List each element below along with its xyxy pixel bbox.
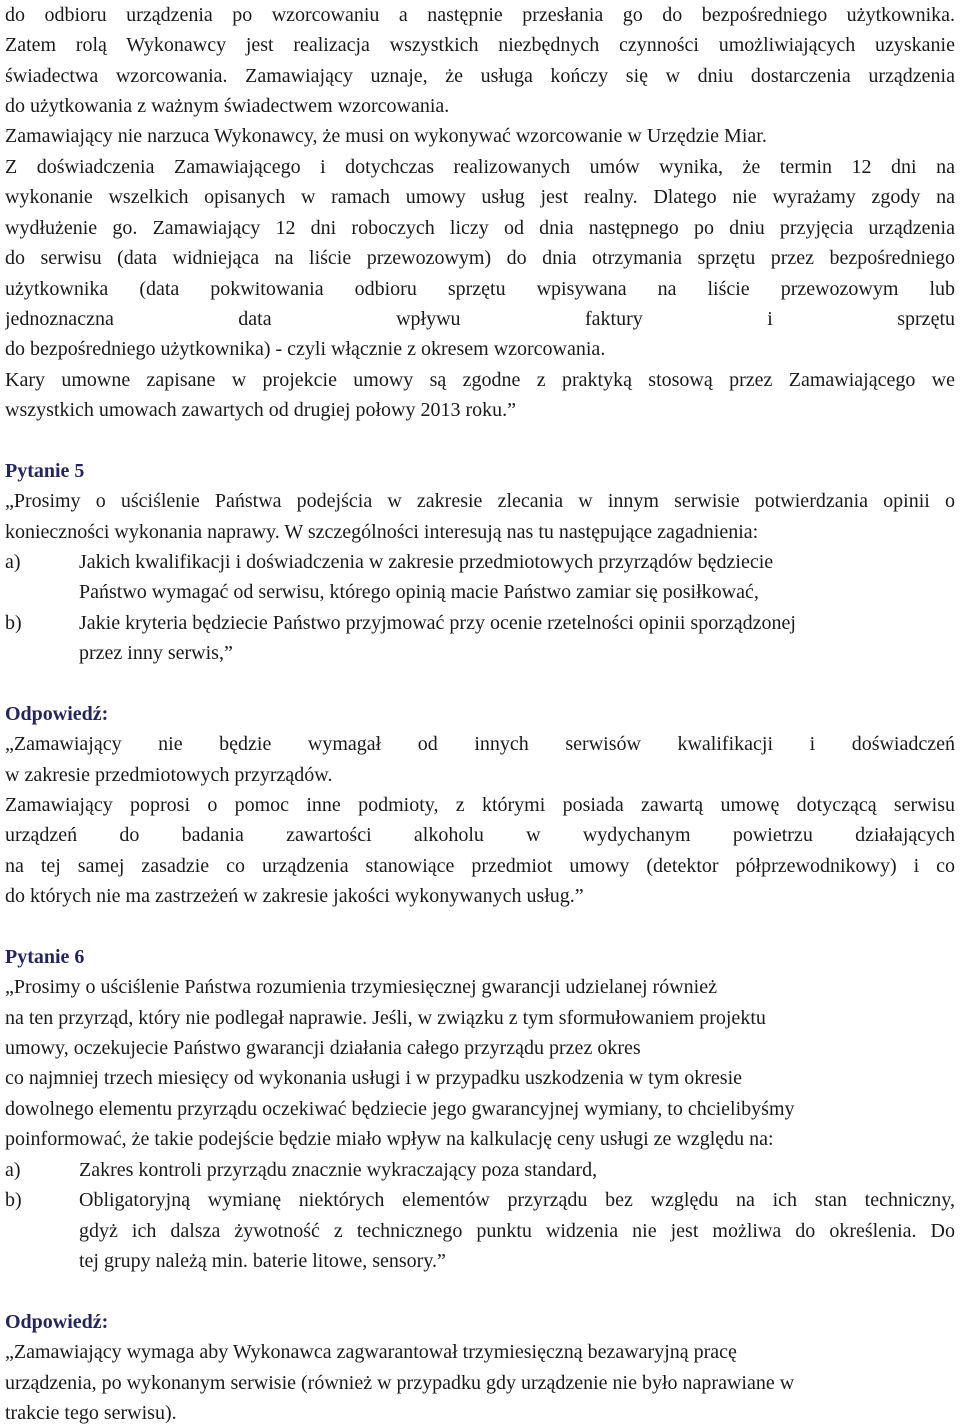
paragraph-line: na tej samej zasadzie co urządzenia stanowiące przedmiot umowy (detektor półprzewodnikowy) i co	[5, 855, 955, 877]
paragraph-line: jednoznaczna data wpływu faktury i sprzętu	[5, 308, 955, 330]
list-item-line: Jakie kryteria będziecie Państwo przyjmować przy ocenie rzetelności opinii sporządzonej	[79, 612, 796, 634]
paragraph-line: „Zamawiający nie będzie wymagał od innych serwisów kwalifikacji i doświadczeń	[5, 733, 955, 755]
paragraph-line: „Prosimy o uściślenie Państwa podejścia w zakresie zlecania w innym serwisie potwierdzania opinii o	[5, 490, 955, 512]
paragraph-line: „Prosimy o uściślenie Państwa rozumienia trzymiesięcznej gwarancji udzielanej również	[5, 976, 717, 998]
list-item-line: gdyż ich dalsza żywotność z technicznego punktu widzenia nie jest możliwa do określenia. Do	[79, 1220, 955, 1242]
paragraph-line: „Zamawiający wymaga aby Wykonawca zagwarantował trzymiesięczną bezawaryjną pracę	[5, 1341, 737, 1363]
list-item-line: tej grupy należą min. baterie litowe, sensory.”	[79, 1250, 446, 1272]
paragraph-line: Zatem rolą Wykonawcy jest realizacja wszystkich niezbędnych czynności umożliwiających uzyskanie	[5, 34, 955, 56]
list-item-line: Państwo wymagać od serwisu, którego opinią macie Państwo zamiar się posiłkować,	[79, 581, 759, 603]
paragraph-line: do których nie ma zastrzeżeń w zakresie jakości wykonywanych usług.”	[5, 885, 584, 907]
paragraph-line: na ten przyrząd, który nie podlegał naprawie. Jeśli, w związku z tym sformułowaniem projektu	[5, 1007, 766, 1029]
list-marker: a)	[5, 1159, 21, 1181]
paragraph-line: użytkownika (data pokwitowania odbioru sprzętu wpisywana na liście przewozowym lub	[5, 278, 955, 300]
paragraph-line: Zamawiający nie narzuca Wykonawcy, że musi on wykonywać wzorcowanie w Urzędzie Miar.	[5, 125, 767, 147]
paragraph-line: umowy, oczekujecie Państwo gwarancji działania całego przyrządu przez okres	[5, 1037, 641, 1059]
answer-heading: Odpowiedź:	[5, 1311, 109, 1333]
list-item-line: Obligatoryjną wymianę niektórych elementów przyrządu bez względu na ich stan techniczny,	[79, 1189, 955, 1211]
paragraph-line: w zakresie przedmiotowych przyrządów.	[5, 764, 333, 786]
list-item-line: Jakich kwalifikacji i doświadczenia w zakresie przedmiotowych przyrządów będziecie	[79, 551, 774, 573]
paragraph-line: urządzeń do badania zawartości alkoholu w wydychanym powietrzu działających	[5, 824, 955, 846]
list-marker: b)	[5, 612, 22, 634]
paragraph-line: świadectwa wzorcowania. Zamawiający uznaje, że usługa kończy się w dniu dostarczenia urządzenia	[5, 65, 955, 87]
paragraph-line: urządzenia, po wykonanym serwisie (również w przypadku gdy urządzenie nie było naprawiane w	[5, 1372, 795, 1394]
paragraph-line: wszystkich umowach zawartych od drugiej połowy 2013 roku.”	[5, 399, 516, 421]
paragraph-line: co najmniej trzech miesięcy od wykonania usługi i w przypadku uszkodzenia w tym okresie	[5, 1067, 743, 1089]
list-item-line: Zakres kontroli przyrządu znacznie wykraczający poza standard,	[79, 1159, 598, 1181]
paragraph-line: wykonanie wszelkich opisanych w ramach umowy usług jest realny. Dlatego nie wyrażamy zgody na	[5, 186, 955, 208]
paragraph-line: trakcie tego serwisu).	[5, 1402, 177, 1424]
answer-heading: Odpowiedź:	[5, 703, 109, 725]
paragraph-line: do bezpośredniego użytkownika) - czyli włącznie z okresem wzorcowania.	[5, 338, 606, 360]
list-marker: a)	[5, 551, 21, 573]
paragraph-line: do serwisu (data widniejąca na liście przewozowym) do dnia otrzymania sprzętu przez bezpośredniego	[5, 247, 955, 269]
section-heading: Pytanie 5	[5, 460, 85, 482]
paragraph-line: wydłużenie go. Zamawiający 12 dni roboczych liczy od dnia następnego po dniu przyjęcia urządzenia	[5, 217, 955, 239]
paragraph-line: konieczności wykonania naprawy. W szczególności interesują nas tu następujące zagadnienia:	[5, 521, 759, 543]
paragraph-line: do użytkowania z ważnym świadectwem wzorcowania.	[5, 95, 450, 117]
list-item-line: przez inny serwis,”	[79, 642, 233, 664]
section-heading: Pytanie 6	[5, 946, 85, 968]
paragraph-line: dowolnego elementu przyrządu oczekiwać będziecie jego gwarancyjnej wymiany, to chcielibyśmy	[5, 1098, 795, 1120]
list-marker: b)	[5, 1189, 22, 1211]
paragraph-line: do odbioru urządzenia po wzorcowaniu a następnie przesłania go do bezpośredniego użytkownika.	[5, 4, 955, 26]
paragraph-line: Kary umowne zapisane w projekcie umowy są zgodne z praktyką stosową przez Zamawiającego we	[5, 369, 955, 391]
paragraph-line: poinformować, że takie podejście będzie miało wpływ na kalkulację ceny usługi ze względu na:	[5, 1128, 774, 1150]
paragraph-line: Zamawiający poprosi o pomoc inne podmioty, z którymi posiada zawartą umowę dotyczącą serwisu	[5, 794, 955, 816]
paragraph-line: Z doświadczenia Zamawiającego i dotychczas realizowanych umów wynika, że termin 12 dni na	[5, 156, 955, 178]
